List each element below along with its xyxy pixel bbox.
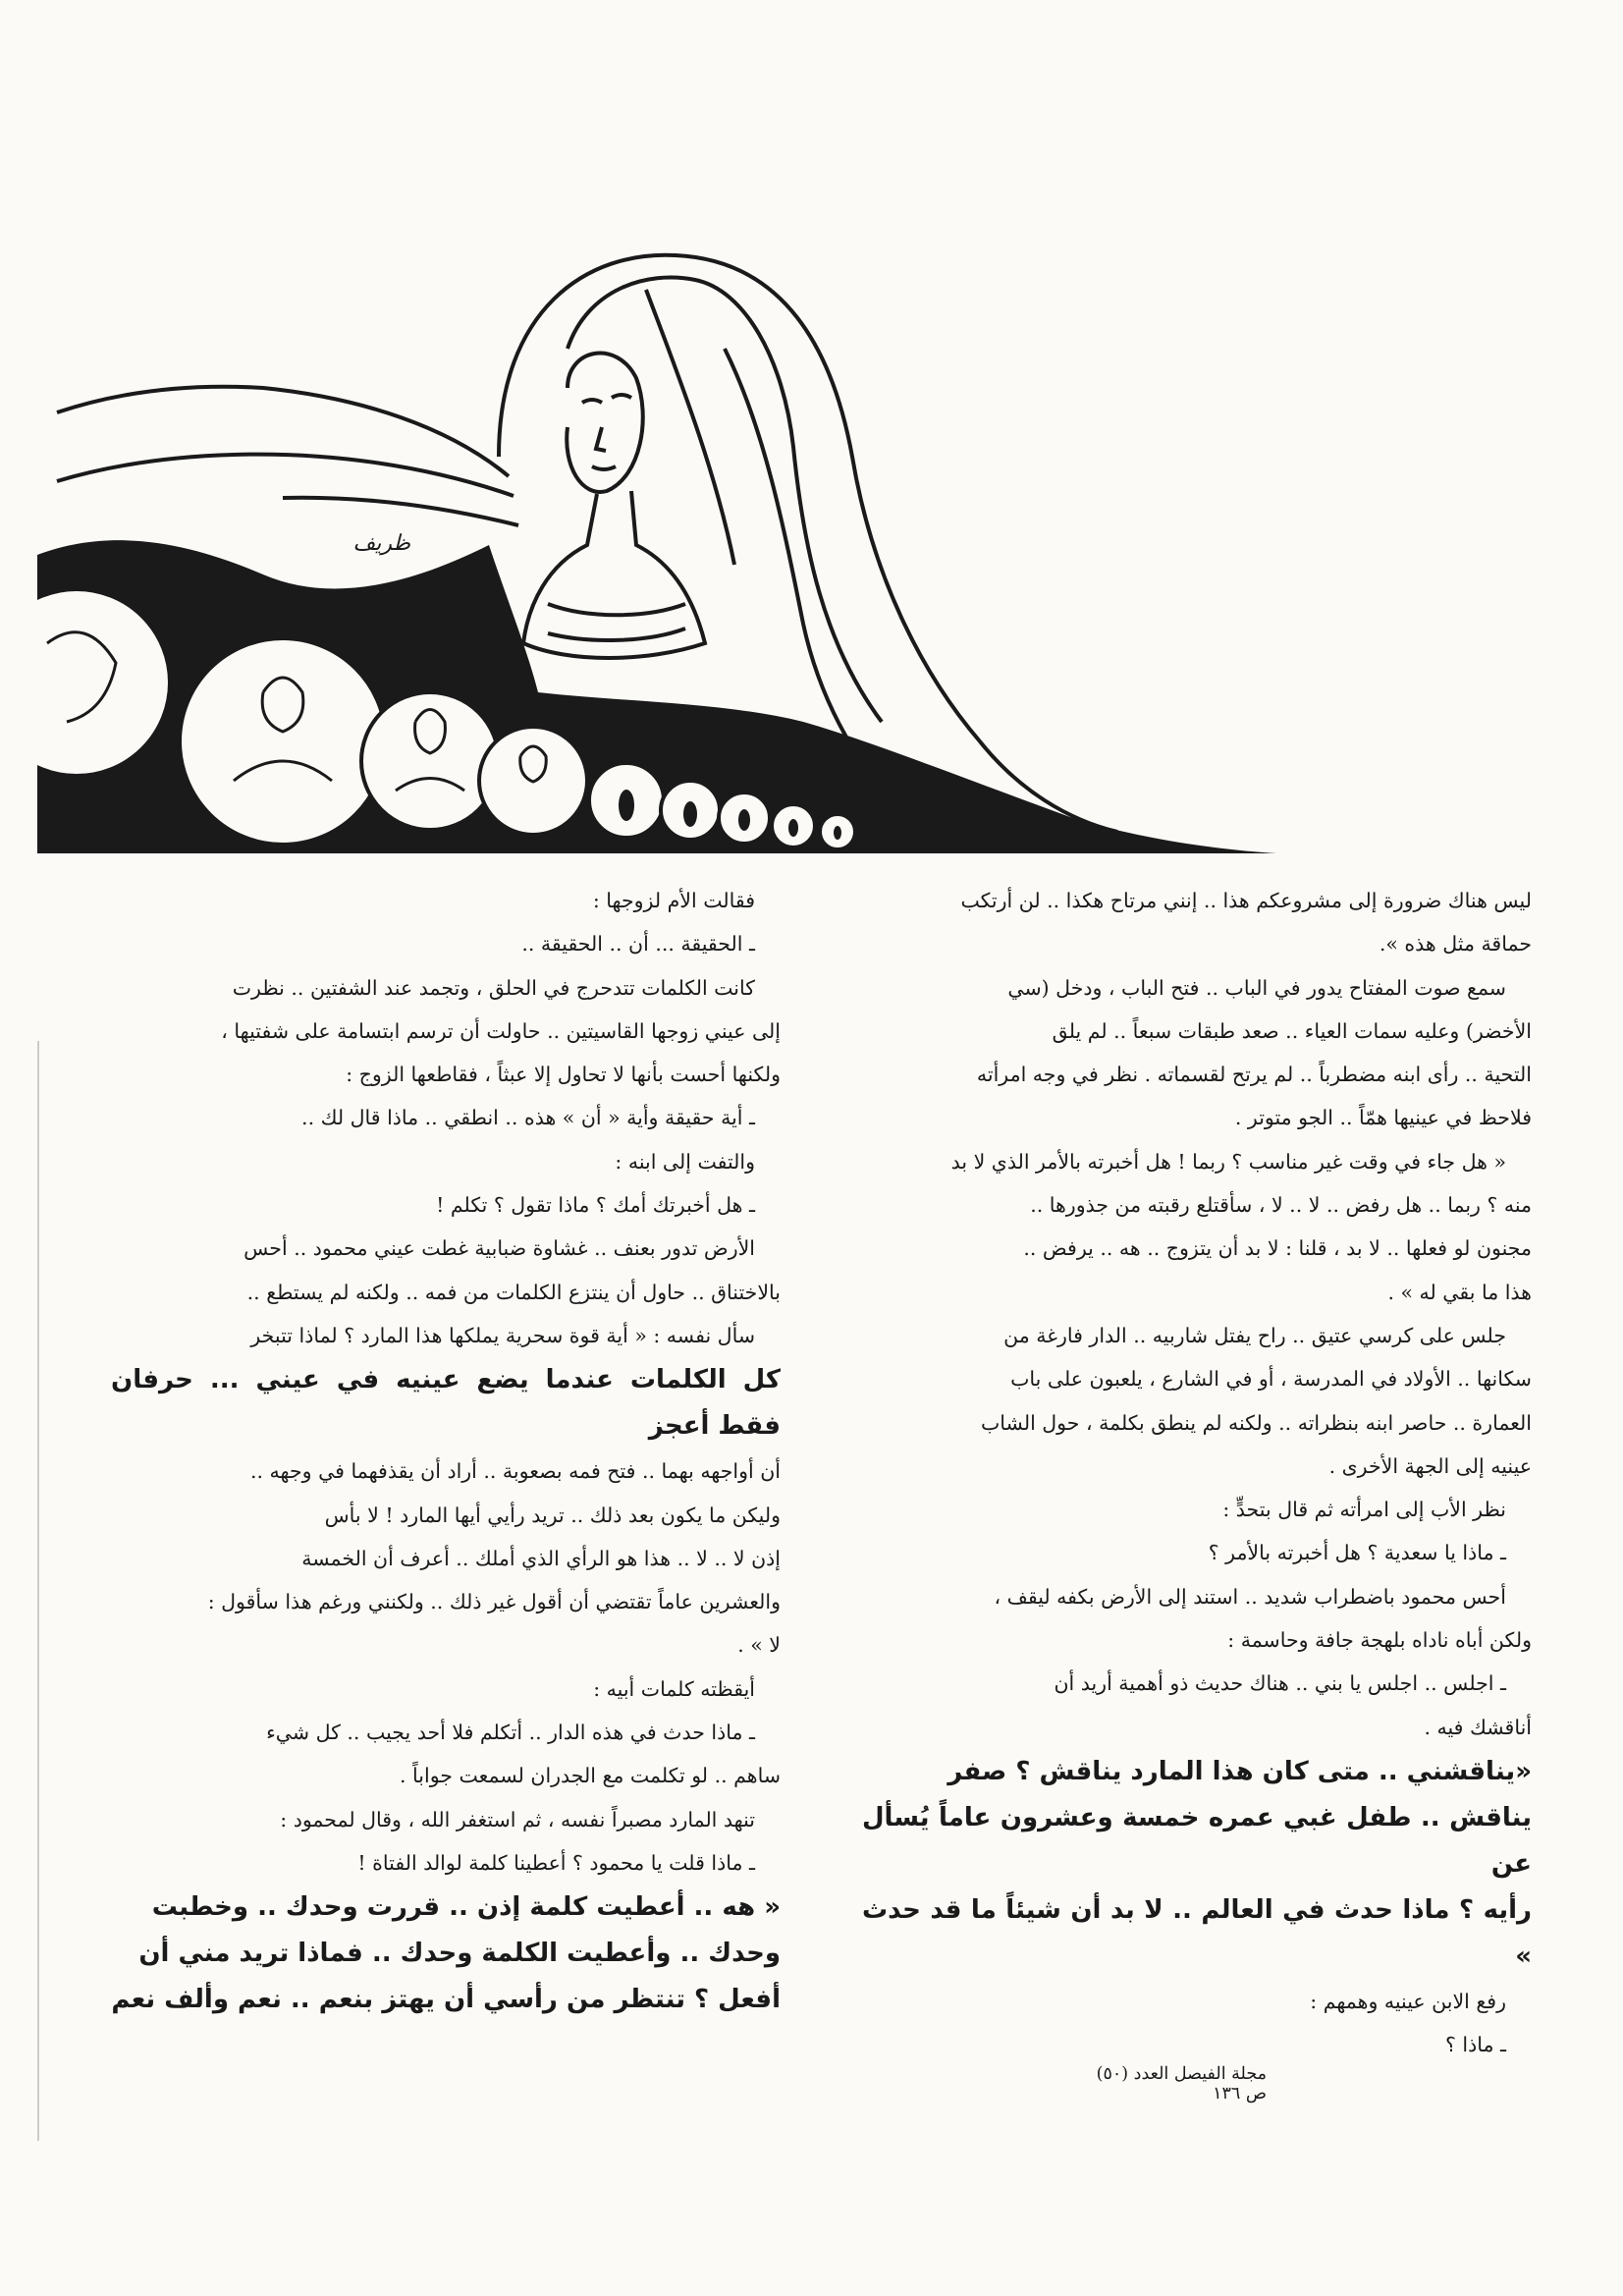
paragraph-line: ـ هل أخبرتك أمك ؟ ماذا تقول ؟ تكلم ! — [436, 1193, 755, 1218]
paragraph-line: الأرض تدور بعنف .. غشاوة ضبابية غطت عيني محمود .. أحس — [243, 1236, 755, 1261]
paragraph-line: جلس على كرسي عتيق .. راح يفتل شاربيه .. الدار فارغة من — [1003, 1323, 1506, 1347]
paragraph-line: والتفت إلى ابنه : — [615, 1149, 755, 1174]
paragraph-line: عينيه إلى الجهة الأخرى . — [1328, 1453, 1532, 1478]
paragraph-line: ولكن أباه ناداه بلهجة جافة وحاسمة : — [1227, 1628, 1532, 1653]
paragraph-line: سأل نفسه : « أية قوة سحرية يملكها هذا المارد ؟ لماذا تتبخر — [250, 1323, 755, 1347]
paragraph-line: « هل جاء في وقت غير مناسب ؟ ربما ! هل أخبرته بالأمر الذي لا بد — [950, 1149, 1506, 1174]
paragraph-line: ـ ماذا يا سعدية ؟ هل أخبرته بالأمر ؟ — [1208, 1541, 1506, 1565]
paragraph-line: ـ الحقيقة ... أن .. الحقيقة .. — [521, 932, 755, 957]
paragraph-line: منه ؟ ربما .. هل رفض .. لا .. لا ، سأقتلع رقبته من جذورها .. — [1030, 1193, 1532, 1218]
paragraph-line: إلى عيني زوجها القاسيتين .. حاولت أن ترسم ابتسامة على شفتيها ، — [221, 1018, 781, 1043]
paragraph-line: يناقش .. طفل غبي عمره خمسة وعشرون عاماً يُسأل عن — [862, 1802, 1532, 1879]
paragraph-line: وليكن ما يكون بعد ذلك .. تريد رأيي أيها المارد ! لا بأس — [324, 1503, 781, 1527]
paragraph-line: تنهد المارد مصبراً نفسه ، ثم استغفر الله ، وقال لمحمود : — [280, 1807, 755, 1831]
page-footer-reference: مجلة الفيصل العدد (٥٠) ص ١٣٦ — [1096, 2064, 1267, 2104]
paragraph-line: ـ أية حقيقة وأية « أن » هذه .. انطقي .. ماذا قال لك .. — [301, 1106, 755, 1130]
paragraph-line: «يناقشني .. متى كان هذا المارد يناقش ؟ صفر — [947, 1756, 1532, 1786]
paragraph-line: إذن لا .. لا .. هذا هو الرأي الذي أملك .. أعرف أن الخمسة — [301, 1546, 781, 1570]
paragraph-line: كانت الكلمات تتدحرج في الحلق ، وتجمد عند الشفتين .. نظرت — [232, 975, 755, 1000]
paragraph-line: رأيه ؟ ماذا حدث في العالم .. لا بد أن شيئاً ما قد حدث » — [862, 1894, 1532, 1971]
paragraph-line: فقالت الأم لزوجها : — [592, 889, 755, 912]
paragraph-line: رفع الابن عينيه وهمهم : — [1310, 1989, 1506, 2013]
paragraph-line: ولكنها أحست بأنها لا تحاول إلا عبثاً ، فقاطعها الزوج : — [346, 1063, 781, 1087]
paragraph-line: مجنون لو فعلها .. لا بد ، قلنا : لا بد أن يتزوج .. هه .. يرفض .. — [1023, 1236, 1532, 1261]
paragraph-line: « هه .. أعطيت كلمة إذن .. قررت وحدك .. وخطبت — [151, 1892, 781, 1923]
paragraph-line: نظر الأب إلى امرأته ثم قال بتحدٍّ : — [1222, 1498, 1506, 1522]
paragraph-line: ـ ماذا ؟ — [1445, 2033, 1506, 2057]
paragraph-line: ساهم .. لو تكلمت مع الجدران لسمعت جواباً . — [400, 1764, 781, 1788]
paragraph-line: والعشرين عاماً تقتضي أن أقول غير ذلك .. ولكنني ورغم هذا سأقول : — [207, 1590, 781, 1614]
paragraph-line: العمارة .. حاصر ابنه بنظراته .. ولكنه لم ينطق بكلمة ، حول الشاب — [981, 1410, 1532, 1435]
paragraph-line: ـ اجلس .. اجلس يا بني .. هناك حديث ذو أهمية أريد أن — [1054, 1671, 1506, 1696]
paragraph-line: كل الكلمات عندما يضع عينيه في عيني ... حرفان فقط أعجز — [111, 1365, 781, 1442]
paragraph-line: سكانها .. الأولاد في المدرسة ، أو في الشارع ، يلعبون على باب — [1010, 1367, 1532, 1392]
paragraph-line: الأخضر) وعليه سمات العياء .. صعد طبقات سبعاً .. لم يلق — [1052, 1018, 1532, 1043]
paragraph-line: التحية .. رأى ابنه مضطرباً .. لم يرتح لقسماته . نظر في وجه امرأته — [976, 1063, 1532, 1087]
paragraph-line: أن أواجهه بهما .. فتح فمه بصعوبة .. أراد أن يقذفهما في وجهه .. — [250, 1459, 781, 1484]
paragraph-line: حماقة مثل هذه ». — [1379, 932, 1532, 957]
paragraph-line: فلاحظ في عينيها همّاً .. الجو متوتر . — [1234, 1106, 1532, 1130]
paragraph-line: أفعل ؟ تنتظر من رأسي أن يهتز بنعم .. نعم وألف نعم — [111, 1985, 781, 2015]
header-illustration — [37, 231, 1276, 854]
paragraph-line: وحدك .. وأعطيت الكلمة وحدك .. فماذا تريد مني أن — [138, 1939, 781, 1969]
paragraph-line: بالاختناق .. حاول أن ينتزع الكلمات من فمه .. ولكنه لم يستطع .. — [246, 1280, 781, 1304]
illustration-signature: ظريف — [352, 531, 410, 556]
paragraph-line: أيقظته كلمات أبيه : — [593, 1676, 755, 1701]
paragraph-line: ليس هناك ضرورة إلى مشروعكم هذا .. إنني مرتاح هكذا .. لن أرتكب — [960, 889, 1532, 912]
paragraph-line: أناقشك فيه . — [1424, 1715, 1532, 1739]
paragraph-line: لا » . — [737, 1633, 781, 1658]
paragraph-line: ـ ماذا قلت يا محمود ؟ أعطينا كلمة لوالد الفتاة ! — [357, 1850, 755, 1875]
paragraph-line: ـ ماذا حدث في هذه الدار .. أتكلم فلا أحد يجيب .. كل شيء — [266, 1721, 755, 1745]
paragraph-line: سمع صوت المفتاح يدور في الباب .. فتح الباب ، ودخل (سي — [1007, 975, 1506, 1000]
article-column-left — [111, 879, 781, 2023]
paragraph-line: هذا ما بقي له » . — [1387, 1280, 1532, 1304]
scan-edge-line — [37, 1041, 39, 2141]
article-column-right — [862, 879, 1532, 2067]
paragraph-line: أحس محمود باضطراب شديد .. استند إلى الأرض بكفه ليقف ، — [994, 1584, 1506, 1609]
